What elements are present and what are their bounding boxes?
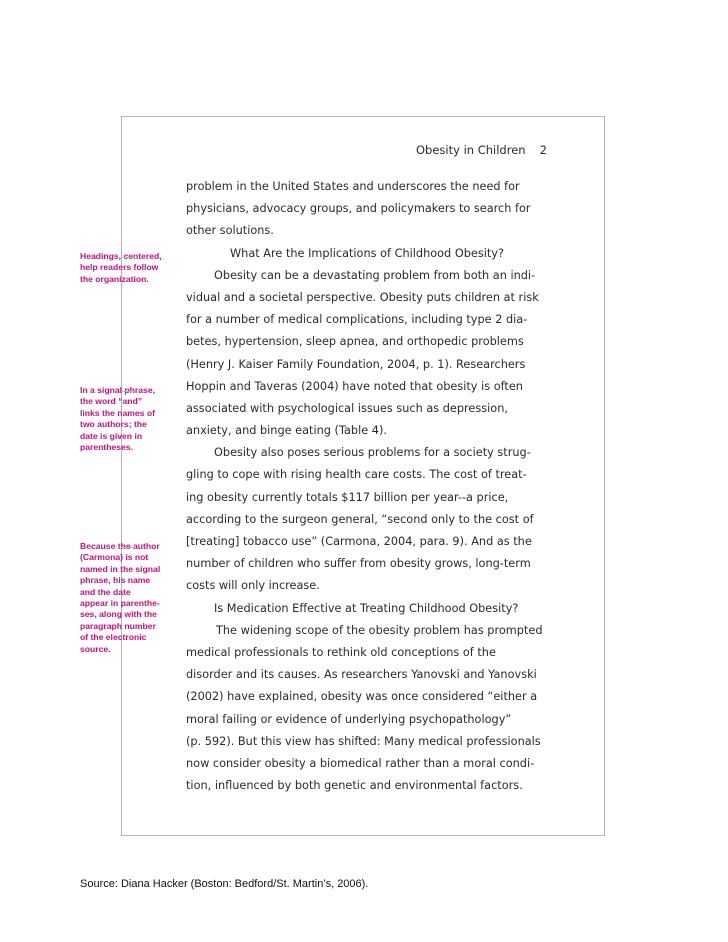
body-line: The widening scope of the obesity problem has prompted <box>216 623 543 637</box>
body-line: (2002) have explained, obesity was once considered “either a <box>186 690 538 704</box>
body-line: costs will only increase. <box>186 579 320 593</box>
body-line: for a number of medical complications, including type 2 dia- <box>186 313 528 327</box>
body-line: vidual and a societal perspective. Obesity puts children at risk <box>186 290 539 304</box>
body-line: anxiety, and binge eating (Table 4). <box>186 424 387 438</box>
body-line: problem in the United States and underscores the need for <box>186 180 520 193</box>
body-line: according to the surgeon general, “second only to the cost of <box>186 512 534 526</box>
body-line: (Henry J. Kaiser Family Foundation, 2004, p. 1). Researchers <box>186 357 526 371</box>
section-heading-implications: What Are the Implications of Childhood Obesity? <box>230 246 504 260</box>
body-line: associated with psychological issues such as depression, <box>186 401 508 415</box>
body-line: (p. 592). But this view has shifted: Many medical professionals <box>186 734 541 748</box>
body-line: tion, influenced by both genetic and environmental factors. <box>186 779 523 793</box>
section-heading-medication: Is Medication Effective at Treating Childhood Obesity? <box>214 601 519 615</box>
body-line: other solutions. <box>186 224 274 238</box>
annotation-rule <box>121 547 135 548</box>
body-text <box>186 176 546 797</box>
body-line: medical professionals to rethink old conceptions of the <box>186 645 496 659</box>
annotation-author-not-named: Because the author (Carmona) is not named in the signal phrase, his name and the date appear in parenthe- ses, along with the paragraph number of the electronic source. <box>80 541 161 654</box>
running-head <box>416 143 546 157</box>
page-number: 2 <box>539 143 547 157</box>
body-line: Hoppin and Taveras (2004) have noted that obesity is often <box>186 379 523 393</box>
annotation-rule <box>121 391 135 392</box>
body-line: ing obesity currently totals $117 billion per year--a price, <box>186 490 509 504</box>
body-line: Obesity also poses serious problems for a society strug- <box>214 446 531 460</box>
annotation-headings: Headings, centered, help readers follow the organization. <box>80 251 162 284</box>
source-caption: Source: Diana Hacker (Boston: Bedford/St. Martin’s, 2006). <box>80 878 369 890</box>
body-line: now consider obesity a biomedical rather than a moral condi- <box>186 756 535 770</box>
body-line: disorder and its causes. As researchers Yanovski and Yanovski <box>186 668 537 682</box>
body-line: betes, hypertension, sleep apnea, and orthopedic problems <box>186 335 524 349</box>
body-line: gling to cope with rising health care costs. The cost of treat- <box>186 468 527 482</box>
body-line: physicians, advocacy groups, and policymakers to search for <box>186 202 531 216</box>
annotation-signal-phrase: In a signal phrase, the word “and” links the names of two authors; the date is given in parentheses. <box>80 385 155 453</box>
running-head-title: Obesity in Children <box>416 143 526 157</box>
body-line: [treating] tobacco use” (Carmona, 2004, para. 9). And as the <box>186 535 532 548</box>
annotation-rule <box>121 257 135 258</box>
body-line: Obesity can be a devastating problem from both an indi- <box>214 268 536 282</box>
body-line: moral failing or evidence of underlying psychopathology” <box>186 712 512 726</box>
body-line: number of children who suffer from obesity grows, long-term <box>186 557 531 571</box>
